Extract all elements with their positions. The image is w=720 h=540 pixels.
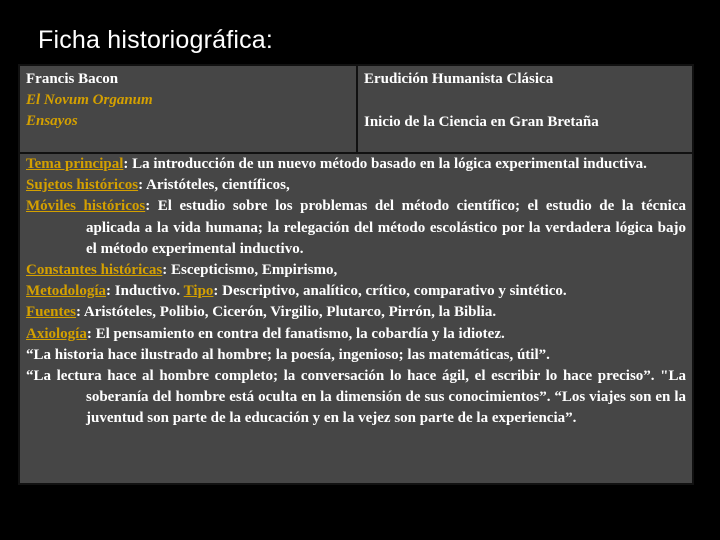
- tema-principal: [26, 154, 686, 175]
- historiography-card: [18, 64, 694, 485]
- author-name: Francis Bacon: [26, 71, 119, 87]
- header-row: [20, 66, 692, 154]
- quote-2: “La lectura hace al hombre completo; la conversación lo hace ágil, el escribir lo hace preciso”. "La soberanía del hombre está oculta en la dimensión de sus conocimientos”. “Los viajes son en la juventud son parte de la educación y en la vejez son parte de la experiencia”.: [26, 368, 686, 427]
- slide-title: Ficha historiográfica:: [38, 26, 274, 54]
- axiologia-label: Axiología: [26, 325, 87, 342]
- moviles-text: : El estudio sobre los problemas del método científico; el estudio de la técnica aplicada a la vida humana; la relegación del método escolástico por la verdadera lógica bajo el método experimental inductivo.: [86, 198, 686, 257]
- tema-label: Tema principal: [26, 156, 124, 172]
- metodologia: [26, 281, 686, 302]
- metodologia-label: Metodología: [26, 283, 106, 300]
- school-line-1: Erudición Humanista Clásica: [364, 71, 554, 87]
- fuentes-label: Fuentes: [26, 304, 76, 321]
- sujetos-text: : Aristóteles, científicos,: [138, 177, 290, 194]
- work-title-1: El Novum Organum: [26, 92, 153, 108]
- moviles-label: Móviles históricos: [26, 198, 146, 215]
- moviles-historicos: [26, 196, 686, 260]
- constantes-label: Constantes históricas: [26, 262, 163, 279]
- tipo-label: Tipo: [183, 283, 214, 300]
- tipo-text: : Descriptivo, analítico, crítico, comparativo y sintético.: [213, 283, 567, 300]
- sujetos-label: Sujetos históricos: [26, 177, 139, 194]
- quote-1: “La historia hace ilustrado al hombre; la poesía, ingenioso; las matemáticas, útil”.: [26, 346, 550, 363]
- constantes-text: : Escepticismo, Empirismo,: [162, 262, 338, 279]
- school-cell: [358, 66, 696, 152]
- constantes-historicas: [26, 260, 686, 281]
- school-line-2: Inicio de la Ciencia en Gran Bretaña: [364, 114, 599, 130]
- work-title-2: Ensayos: [26, 113, 78, 129]
- axiologia-text: : El pensamiento en contra del fanatismo, la cobardía y la idiotez.: [86, 325, 505, 342]
- author-cell: [20, 66, 358, 152]
- tema-text: : La introducción de un nuevo método basado en la lógica experimental inductiva.: [123, 156, 647, 172]
- fuentes: [26, 302, 686, 323]
- fuentes-text: : Aristóteles, Polibio, Cicerón, Virgilio, Plutarco, Pirrón, la Biblia.: [76, 304, 497, 321]
- card-body: [20, 154, 692, 430]
- metodologia-text: : Inductivo.: [106, 283, 184, 300]
- axiologia: [26, 324, 686, 345]
- sujetos-historicos: [26, 175, 686, 196]
